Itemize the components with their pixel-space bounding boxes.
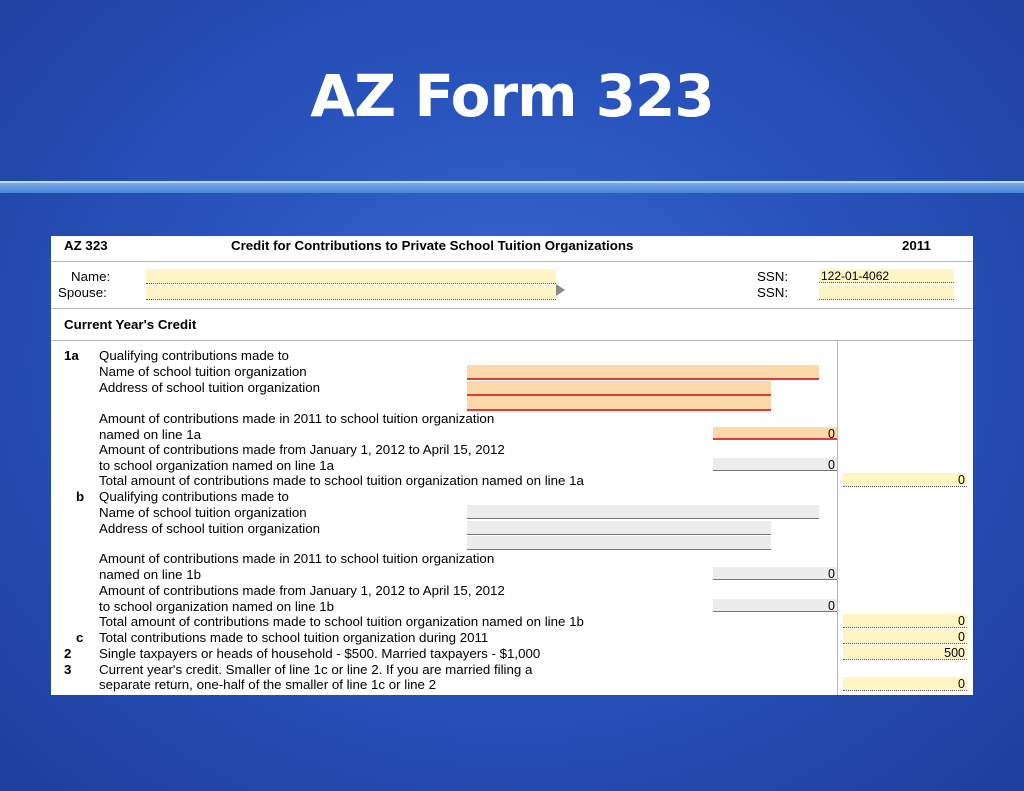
section-title: Current Year's Credit bbox=[64, 317, 197, 332]
line-1a-total-value[interactable]: 0 bbox=[843, 473, 967, 487]
line-1b-name-input[interactable] bbox=[467, 505, 819, 519]
play-arrow-icon[interactable] bbox=[556, 284, 565, 296]
line-2-number: 2 bbox=[64, 646, 72, 661]
tax-form-panel bbox=[51, 236, 973, 695]
line-1a-number: 1a bbox=[64, 348, 79, 363]
line-1a-amount-2011-text-2: named on line 1a bbox=[99, 427, 202, 442]
slide-title: AZ Form 323 bbox=[310, 62, 714, 130]
line-1b-address-input-1[interactable] bbox=[467, 521, 771, 535]
line-1b-amount-2012-text: Amount of contributions made from January 1, 2012 to April 15, 2012 bbox=[99, 583, 505, 598]
line-1a-amount-2012-input[interactable]: 0 bbox=[713, 458, 837, 471]
line-1b-amount-2011-input[interactable]: 0 bbox=[713, 567, 837, 580]
spouse-ssn-input[interactable] bbox=[819, 285, 954, 300]
column-divider bbox=[837, 341, 838, 695]
spouse-ssn-label: SSN: bbox=[757, 285, 789, 300]
line-1a-total-label: Total amount of contributions made to school tuition organization named on line 1a bbox=[99, 473, 584, 488]
form-id: AZ 323 bbox=[64, 238, 108, 253]
line-2-label: Single taxpayers or heads of household - $500. Married taxpayers - $1,000 bbox=[99, 646, 541, 661]
form-heading: Credit for Contributions to Private School Tuition Organizations bbox=[231, 238, 634, 253]
spouse-input[interactable] bbox=[146, 285, 556, 300]
line-1b-total-label: Total amount of contributions made to school tuition organization named on line 1b bbox=[99, 614, 584, 629]
line-3-label: Current year's credit. Smaller of line 1c or line 2. If you are married filing a bbox=[99, 662, 533, 677]
line-1b-address-label: Address of school tuition organization bbox=[99, 521, 321, 536]
line-1b-amount-2012-text-2: to school organization named on line 1b bbox=[99, 599, 335, 614]
line-1a-qualifying: Qualifying contributions made to bbox=[99, 348, 289, 363]
line-1a-amount-2012-text: Amount of contributions made from January 1, 2012 to April 15, 2012 bbox=[99, 442, 505, 457]
line-1b-name-label: Name of school tuition organization bbox=[99, 505, 307, 520]
line-1b-total-value[interactable]: 0 bbox=[843, 614, 967, 628]
line-1a-amount-2012-text-2: to school organization named on line 1a bbox=[99, 458, 335, 473]
line-3-number: 3 bbox=[64, 662, 72, 677]
line-1b-qualifying: Qualifying contributions made to bbox=[99, 489, 289, 504]
divider bbox=[51, 261, 973, 262]
divider bbox=[51, 340, 973, 341]
line-1a-address-input-2[interactable] bbox=[467, 396, 771, 411]
form-year: 2011 bbox=[902, 238, 931, 253]
title-divider bbox=[0, 181, 1024, 193]
line-1c-value[interactable]: 0 bbox=[843, 630, 967, 644]
line-1b-amount-2011-text-2: named on line 1b bbox=[99, 567, 202, 582]
line-1a-amount-2011-text: Amount of contributions made in 2011 to school tuition organization bbox=[99, 411, 495, 426]
line-1a-name-input[interactable] bbox=[467, 365, 819, 380]
divider bbox=[51, 308, 973, 309]
spouse-label: Spouse: bbox=[58, 285, 107, 300]
line-1c-number: c bbox=[76, 630, 84, 645]
line-1b-number: b bbox=[76, 489, 85, 504]
name-label: Name: bbox=[71, 269, 111, 284]
line-1c-label: Total contributions made to school tuition organization during 2011 bbox=[99, 630, 489, 645]
line-1b-address-input-2[interactable] bbox=[467, 536, 771, 550]
line-2-value[interactable]: 500 bbox=[843, 646, 967, 660]
line-1b-amount-2011-text: Amount of contributions made in 2011 to school tuition organization bbox=[99, 551, 495, 566]
line-1a-address-label: Address of school tuition organization bbox=[99, 380, 321, 395]
line-1a-name-label: Name of school tuition organization bbox=[99, 364, 307, 379]
ssn-label: SSN: bbox=[757, 269, 789, 284]
line-1b-amount-2012-input[interactable]: 0 bbox=[713, 599, 837, 612]
ssn-input[interactable]: 122-01-4062 bbox=[819, 269, 954, 283]
line-3-label-2: separate return, one-half of the smaller of line 1c or line 2 bbox=[99, 677, 437, 692]
line-1a-amount-2011-input[interactable]: 0 bbox=[713, 427, 837, 440]
line-1a-address-input-1[interactable] bbox=[467, 381, 771, 396]
name-input[interactable] bbox=[146, 269, 556, 284]
line-3-value[interactable]: 0 bbox=[843, 677, 967, 691]
